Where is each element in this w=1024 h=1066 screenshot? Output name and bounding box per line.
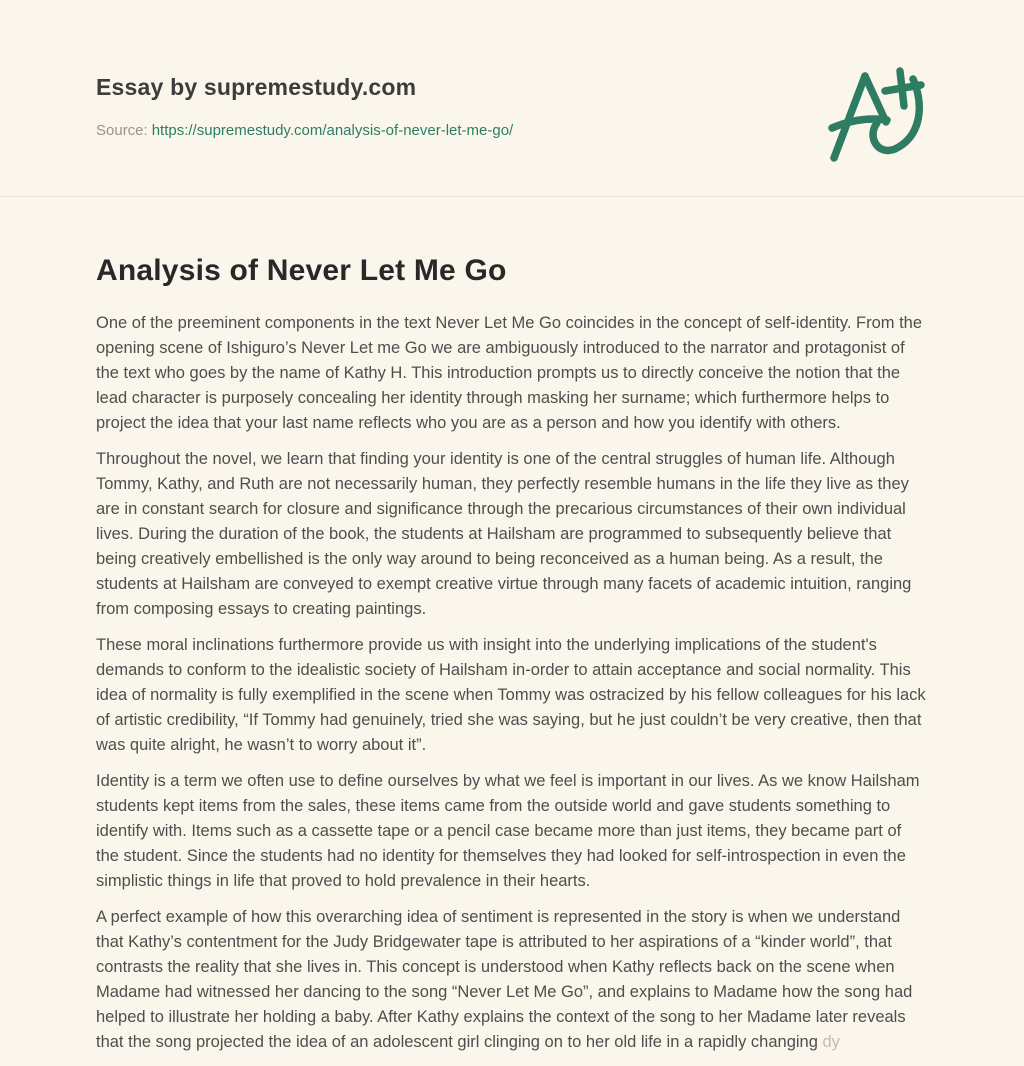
essay-paragraph-3: These moral inclinations furthermore provide us with insight into the underlying implications of the student's demands to conform to the idealistic society of Hailsham in-order to attain acceptance and social normality. This idea of normality is fully exemplified in the scene when Tommy was ostracized by his fellow colleagues for his lack of artistic credibility, “If Tommy had genuinely, tried she was saying, but he just couldn’t be very creative, then that was quite alright, he wasn’t to worry about it”. [96, 636, 926, 754]
essay-paragraph-5-text: A perfect example of how this overarching idea of sentiment is represented in the story is when we understand that Kathy’s contentment for the Judy Bridgewater tape is attributed to her aspirations of a “kinder world”, that contrasts the reality that she lives in. This concept is understood when Kathy reflects back on the scene when Madame had witnessed her dancing to the song “Never Let Me Go”, and explains to Madame how the song had helped to illustrate her holding a baby. After Kathy explains the context of the song to her Madame later reveals that the song projected the idea of an adolescent girl clinging on to her old life in a rapidly changing [96, 908, 913, 1051]
essay-paragraph-5 [96, 905, 926, 1055]
essay-paragraph-1: One of the preeminent components in the text Never Let Me Go coincides in the concept of self-identity. From the opening scene of Ishiguro’s Never Let me Go we are ambiguously introduced to the narrator and protagonist of the text who goes by the name of Kathy H. This introduction prompts us to directly conceive the notion that the lead character is purposely concealing her identity through masking her surname; which furthermore helps to project the idea that your last name reflects who you are as a person and how you identify with others. [96, 314, 923, 432]
header-title: Essay by supremestudy.com [96, 74, 417, 100]
a-plus-logo-icon [828, 66, 928, 166]
source-label: Source: [96, 122, 148, 139]
essay-paragraph-5-cutoff-text: dy [822, 1033, 840, 1051]
source-line [96, 122, 513, 139]
essay-title: Analysis of Never Let Me Go [96, 254, 507, 287]
essay-paragraph-4: Identity is a term we often use to define ourselves by what we feel is important in our lives. As we know Hailsham students kept items from the sales, these items came from the outside world and gave students something to identify with. Items such as a cassette tape or a pencil case became more than just items, they became part of the student. Since the students had no identity for themselves they had looked for self-introspection in even the simplistic things in life that proved to hold prevalence in their hearts. [96, 772, 920, 890]
source-link[interactable]: https://supremestudy.com/analysis-of-never-let-me-go/ [151, 122, 514, 139]
essay-body [96, 311, 926, 1066]
essay-paragraph-2: Throughout the novel, we learn that finding your identity is one of the central struggles of human life. Although Tommy, Kathy, and Ruth are not necessarily human, they perfectly resemble humans in the life they live as they are in constant search for closure and significance through the precarious circumstances of their own individual lives. During the duration of the book, the students at Hailsham are programmed to subsequently believe that being creatively embellished is the only way around to being reconceived as a human being. As a result, the students at Hailsham are conveyed to exempt creative virtue through many facets of academic intuition, ranging from composing essays to creating paintings. [96, 450, 912, 618]
header-divider [0, 196, 1024, 197]
supremestudy-logo [828, 66, 928, 166]
